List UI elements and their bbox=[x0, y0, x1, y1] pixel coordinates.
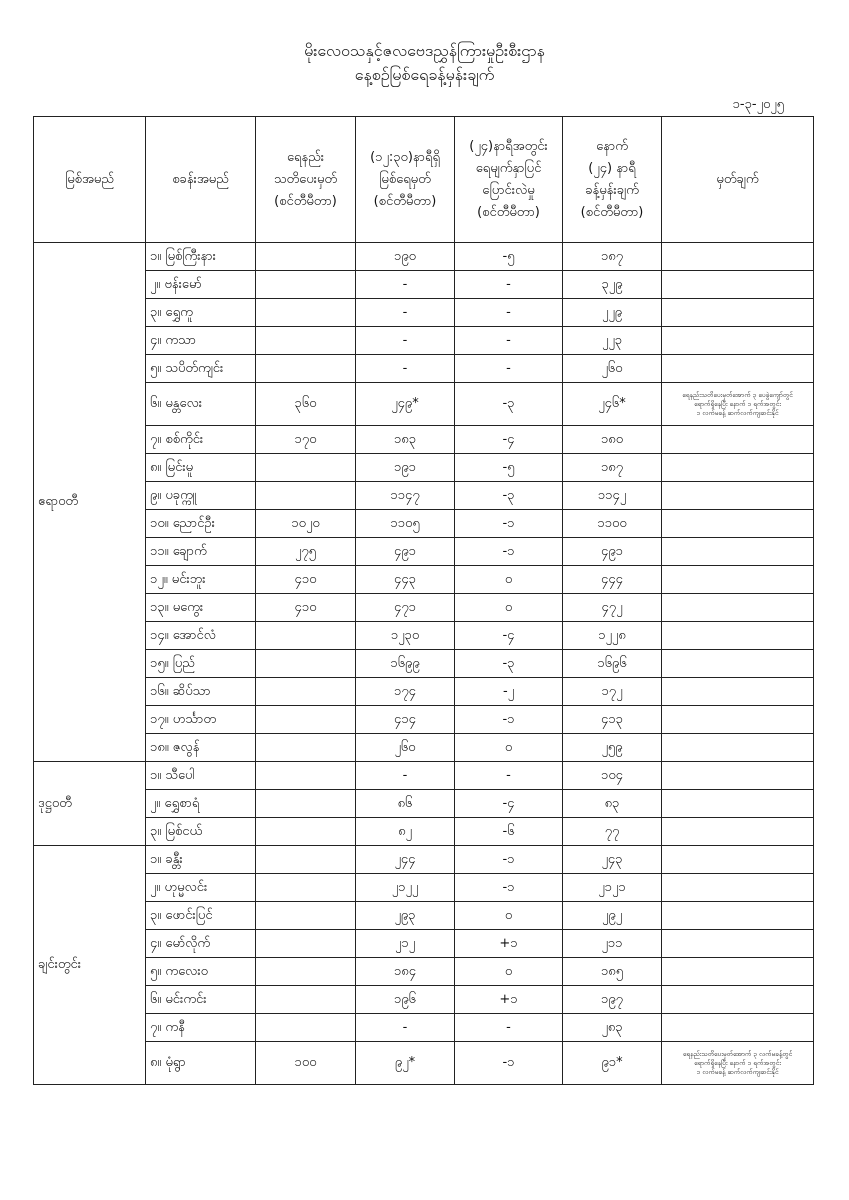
forecast-cell: ၇၇ bbox=[563, 818, 662, 846]
station-name-cell: ၆။ မင်းကင်း bbox=[146, 986, 256, 1014]
water-level-cell: - bbox=[356, 1014, 455, 1042]
column-header-low-warning-level bbox=[256, 117, 356, 243]
table-row bbox=[34, 1014, 814, 1042]
forecast-cell: ၃၂၉ bbox=[563, 271, 662, 299]
column-header-line: ရေနည်း bbox=[286, 149, 325, 165]
remark-cell bbox=[662, 327, 814, 355]
low-warning-cell: ၁၀၂၀ bbox=[256, 510, 356, 538]
column-header-level-change bbox=[455, 117, 563, 243]
low-warning-cell: ၂၇၅ bbox=[256, 538, 356, 566]
remark-cell bbox=[662, 734, 814, 762]
low-warning-cell: ၄၁၀ bbox=[256, 566, 356, 594]
water-level-cell: - bbox=[356, 271, 455, 299]
remark-line: ၁ လက်မခန့် ဆက်လက်ကျဆင်းနိုင် bbox=[696, 408, 779, 417]
water-level-cell: ၂၄၉* bbox=[356, 383, 455, 426]
forecast-cell: ၄၉၁ bbox=[563, 538, 662, 566]
water-level-cell: ၁၇၄ bbox=[356, 678, 455, 706]
remark-cell bbox=[662, 355, 814, 383]
forecast-cell: ၄၄၄ bbox=[563, 566, 662, 594]
forecast-cell: ၁၀၄ bbox=[563, 762, 662, 790]
station-name-cell: ၁။ ခန္တီး bbox=[146, 846, 256, 874]
remark-cell bbox=[662, 706, 814, 734]
water-level-cell: ၂၁၂၂ bbox=[356, 874, 455, 902]
report-title: နေ့စဉ်မြစ်ရေခန့်မှန်းချက် bbox=[354, 65, 495, 84]
level-change-cell: ၀ bbox=[455, 902, 563, 930]
remark-cell bbox=[662, 594, 814, 622]
forecast-cell: ၂၄၃ bbox=[563, 846, 662, 874]
column-header-line: (စင်တီမီတာ) bbox=[580, 204, 644, 220]
low-warning-cell bbox=[256, 355, 356, 383]
station-name-cell: ၁၇။ ဟင်္သာတ bbox=[146, 706, 256, 734]
station-name-cell: ၁၁။ ချောက် bbox=[146, 538, 256, 566]
forecast-cell: ၁၈၅ bbox=[563, 958, 662, 986]
remark-cell bbox=[662, 426, 814, 454]
river-forecast-table bbox=[33, 116, 814, 1085]
column-header-line: (၂၄) နာရီ bbox=[588, 160, 636, 176]
station-name-cell: ၇။ ကနီ bbox=[146, 1014, 256, 1042]
level-change-cell: - bbox=[455, 327, 563, 355]
column-header-line: (စင်တီမီတာ) bbox=[477, 204, 540, 220]
low-warning-cell bbox=[256, 790, 356, 818]
table-row bbox=[34, 454, 814, 482]
low-warning-cell bbox=[256, 271, 356, 299]
low-warning-cell bbox=[256, 762, 356, 790]
level-change-cell: ၀ bbox=[455, 594, 563, 622]
level-change-cell: -၃ bbox=[455, 650, 563, 678]
column-header-line: နောက် bbox=[596, 138, 628, 154]
remark-cell bbox=[662, 762, 814, 790]
station-name-cell: ၉။ ပခုက္ကူ bbox=[146, 482, 256, 510]
low-warning-cell bbox=[256, 678, 356, 706]
low-warning-cell bbox=[256, 299, 356, 327]
level-change-cell: -၁ bbox=[455, 510, 563, 538]
remark-cell bbox=[662, 930, 814, 958]
station-name-cell: ၁၃။ မကွေး bbox=[146, 594, 256, 622]
water-level-cell: - bbox=[356, 299, 455, 327]
water-level-cell: ၁၈၄ bbox=[356, 958, 455, 986]
low-warning-cell: ၁၇၀ bbox=[256, 426, 356, 454]
water-level-cell: ၂၄၄ bbox=[356, 846, 455, 874]
low-warning-cell: ၃၆၀ bbox=[256, 383, 356, 426]
station-name-cell: ၂။ ရွှေစာရံ bbox=[146, 790, 256, 818]
table-row bbox=[34, 271, 814, 299]
low-warning-cell bbox=[256, 818, 356, 846]
forecast-cell: ၁၆၉၆ bbox=[563, 650, 662, 678]
column-header-line: ပြောင်းလဲမှု bbox=[482, 182, 535, 198]
water-level-cell: - bbox=[356, 355, 455, 383]
remark-line: ရောက်ရှိနေပြီး နောက် ၁ ရက်အတွင်း bbox=[694, 399, 781, 408]
level-change-cell: -၄ bbox=[455, 790, 563, 818]
remark-line: ၁ လက်မခန့် ဆက်လက်ကျဆင်းနိုင် bbox=[696, 1067, 779, 1076]
station-name-cell: ၁၀။ ညောင်ဦး bbox=[146, 510, 256, 538]
water-level-cell: - bbox=[356, 762, 455, 790]
level-change-cell: -၁ bbox=[455, 846, 563, 874]
table-header-row bbox=[34, 117, 814, 243]
station-name-cell: ၅။ သပိတ်ကျင်း bbox=[146, 355, 256, 383]
forecast-cell: ၈၃ bbox=[563, 790, 662, 818]
column-header-line: မှတ်ချက် bbox=[716, 171, 759, 187]
station-name-cell: ၃။ မြစ်ငယ် bbox=[146, 818, 256, 846]
table-row bbox=[34, 243, 814, 271]
station-name-cell: ၃။ ရွှေကူ bbox=[146, 299, 256, 327]
level-change-cell: ၀ bbox=[455, 566, 563, 594]
table-row bbox=[34, 762, 814, 790]
column-header-line: (၂၄)နာရီအတွင်း bbox=[469, 138, 548, 154]
river-name-cell: ဧရာဝတီ bbox=[34, 243, 146, 762]
column-header-line: ရေမျက်နှာပြင် bbox=[475, 160, 542, 176]
water-level-cell: ၉၂* bbox=[356, 1042, 455, 1085]
column-header-line: (၁၂:၃၀)နာရီရှိ bbox=[370, 149, 440, 165]
station-name-cell: ၁၅။ ပြည် bbox=[146, 650, 256, 678]
table-row bbox=[34, 355, 814, 383]
column-header-remarks bbox=[662, 117, 814, 243]
level-change-cell: - bbox=[455, 271, 563, 299]
table-body bbox=[34, 243, 814, 1085]
forecast-cell: ၂၅၉ bbox=[563, 734, 662, 762]
forecast-cell: ၁၉၇ bbox=[563, 986, 662, 1014]
remark-cell bbox=[662, 243, 814, 271]
forecast-cell: ၄၁၃ bbox=[563, 706, 662, 734]
column-header-forecast bbox=[563, 117, 662, 243]
table-row bbox=[34, 566, 814, 594]
water-level-cell: ၄၁၄ bbox=[356, 706, 455, 734]
forecast-cell: ၂၁၁ bbox=[563, 930, 662, 958]
table-row bbox=[34, 538, 814, 566]
table-row bbox=[34, 383, 814, 426]
remark-cell bbox=[662, 271, 814, 299]
level-change-cell: -၁ bbox=[455, 538, 563, 566]
column-header-line: မြစ်ရေမှတ် bbox=[379, 171, 431, 187]
remark-cell bbox=[662, 1042, 814, 1085]
level-change-cell: -၄ bbox=[455, 426, 563, 454]
water-level-cell: - bbox=[356, 327, 455, 355]
station-name-cell: ၂။ ဟုမ္မလင်း bbox=[146, 874, 256, 902]
remark-cell bbox=[662, 790, 814, 818]
water-level-cell: ၁၆၉၉ bbox=[356, 650, 455, 678]
table-row bbox=[34, 734, 814, 762]
low-warning-cell: ၁၀၀ bbox=[256, 1042, 356, 1085]
river-name-cell: ချင်းတွင်း bbox=[34, 846, 146, 1085]
water-level-cell: ၁၁၄၇ bbox=[356, 482, 455, 510]
remark-cell bbox=[662, 678, 814, 706]
forecast-cell: ၂၂၃ bbox=[563, 327, 662, 355]
level-change-cell: -၁ bbox=[455, 874, 563, 902]
station-name-cell: ၃။ ဖောင်းပြင် bbox=[146, 902, 256, 930]
low-warning-cell bbox=[256, 986, 356, 1014]
remark-cell bbox=[662, 482, 814, 510]
station-name-cell: ၁၂။ မင်းဘူး bbox=[146, 566, 256, 594]
table-row bbox=[34, 846, 814, 874]
level-change-cell: - bbox=[455, 299, 563, 327]
table-row bbox=[34, 902, 814, 930]
level-change-cell: - bbox=[455, 762, 563, 790]
table-row bbox=[34, 426, 814, 454]
column-header-line: ခန့်မှန်းချက် bbox=[585, 182, 639, 198]
forecast-cell: ၁၁၄၂ bbox=[563, 482, 662, 510]
water-level-cell: ၄၇၁ bbox=[356, 594, 455, 622]
level-change-cell: -၃ bbox=[455, 482, 563, 510]
station-name-cell: ၄။ မော်လိုက် bbox=[146, 930, 256, 958]
table-row bbox=[34, 818, 814, 846]
table-row bbox=[34, 482, 814, 510]
forecast-cell: ၉၁* bbox=[563, 1042, 662, 1085]
water-level-cell: ၁၉၆ bbox=[356, 986, 455, 1014]
remark-cell bbox=[662, 846, 814, 874]
level-change-cell: -၅ bbox=[455, 243, 563, 271]
remark-cell bbox=[662, 299, 814, 327]
forecast-cell: ၁၈၀ bbox=[563, 426, 662, 454]
column-header-line: (စင်တီမီတာ) bbox=[274, 193, 337, 209]
river-name-cell: ဒုဋ္ဌဝတီ bbox=[34, 762, 146, 846]
low-warning-cell bbox=[256, 930, 356, 958]
remark-cell bbox=[662, 454, 814, 482]
remark-cell bbox=[662, 1014, 814, 1042]
water-level-cell: ၁၂၃၀ bbox=[356, 622, 455, 650]
forecast-cell: ၄၇၂ bbox=[563, 594, 662, 622]
low-warning-cell bbox=[256, 650, 356, 678]
column-header-river-name bbox=[34, 117, 146, 243]
forecast-cell: ၂၈၃ bbox=[563, 1014, 662, 1042]
low-warning-cell bbox=[256, 622, 356, 650]
low-warning-cell bbox=[256, 902, 356, 930]
agency-title: မိုးလေဝသနှင့်ဇလဗေဒညွှန်ကြားမှုဦးစီးဌာန bbox=[304, 41, 545, 60]
forecast-cell: ၁၇၂ bbox=[563, 678, 662, 706]
remark-cell bbox=[662, 958, 814, 986]
water-level-cell: ၄၄၃ bbox=[356, 566, 455, 594]
table-row bbox=[34, 650, 814, 678]
remark-cell bbox=[662, 566, 814, 594]
water-level-cell: ၄၉၁ bbox=[356, 538, 455, 566]
forecast-cell: ၂၂၉ bbox=[563, 299, 662, 327]
forecast-cell: ၂၆၀ bbox=[563, 355, 662, 383]
table-row bbox=[34, 790, 814, 818]
forecast-cell: ၂၉၂ bbox=[563, 902, 662, 930]
remark-line: ရေနည်းသတိပေးမှတ်အောက် ၃ ပေခွဲကျော်တွင် bbox=[682, 390, 793, 399]
station-name-cell: ၆။ မန္တလေး bbox=[146, 383, 256, 426]
forecast-cell: ၂၁၂၁ bbox=[563, 874, 662, 902]
table-row bbox=[34, 1042, 814, 1085]
table-row bbox=[34, 986, 814, 1014]
water-level-cell: ၂၉၃ bbox=[356, 902, 455, 930]
table-row bbox=[34, 594, 814, 622]
remark-cell bbox=[662, 383, 814, 426]
low-warning-cell bbox=[256, 243, 356, 271]
water-level-cell: ၂၁၂ bbox=[356, 930, 455, 958]
level-change-cell: -၄ bbox=[455, 622, 563, 650]
table-row bbox=[34, 930, 814, 958]
column-header-line: သတိပေးမှတ် bbox=[273, 171, 338, 187]
level-change-cell: -၅ bbox=[455, 454, 563, 482]
table-row bbox=[34, 510, 814, 538]
station-name-cell: ၁၆။ ဆိပ်သာ bbox=[146, 678, 256, 706]
remark-cell bbox=[662, 538, 814, 566]
table-row bbox=[34, 678, 814, 706]
level-change-cell: +၁ bbox=[455, 930, 563, 958]
low-warning-cell bbox=[256, 706, 356, 734]
level-change-cell: - bbox=[455, 355, 563, 383]
forecast-cell: ၁၈၇ bbox=[563, 454, 662, 482]
station-name-cell: ၁။ မြစ်ကြီးနား bbox=[146, 243, 256, 271]
table-row bbox=[34, 327, 814, 355]
water-level-cell: ၁၈၃ bbox=[356, 426, 455, 454]
forecast-cell: ၁၁၀၀ bbox=[563, 510, 662, 538]
station-name-cell: ၁။ သီပေါ bbox=[146, 762, 256, 790]
low-warning-cell bbox=[256, 327, 356, 355]
remark-cell bbox=[662, 622, 814, 650]
station-name-cell: ၄။ ကသာ bbox=[146, 327, 256, 355]
remark-cell bbox=[662, 650, 814, 678]
level-change-cell: ၀ bbox=[455, 958, 563, 986]
water-level-cell: ၁၉၁ bbox=[356, 454, 455, 482]
water-level-cell: ၂၆၀ bbox=[356, 734, 455, 762]
station-name-cell: ၇။ စစ်ကိုင်း bbox=[146, 426, 256, 454]
station-name-cell: ၁၄။ အောင်လံ bbox=[146, 622, 256, 650]
forecast-cell: ၁၂၂၈ bbox=[563, 622, 662, 650]
column-header-station-name bbox=[146, 117, 256, 243]
column-header-line: မြစ်အမည် bbox=[65, 171, 114, 187]
station-name-cell: ၈။ မြင်းမူ bbox=[146, 454, 256, 482]
table-row bbox=[34, 958, 814, 986]
remark-cell bbox=[662, 510, 814, 538]
station-name-cell: ၅။ ကလေးဝ bbox=[146, 958, 256, 986]
low-warning-cell bbox=[256, 482, 356, 510]
table-row bbox=[34, 622, 814, 650]
level-change-cell: +၁ bbox=[455, 986, 563, 1014]
low-warning-cell bbox=[256, 454, 356, 482]
level-change-cell: -၂ bbox=[455, 678, 563, 706]
low-warning-cell: ၄၁၀ bbox=[256, 594, 356, 622]
water-level-cell: ၈၂ bbox=[356, 818, 455, 846]
table-row bbox=[34, 299, 814, 327]
level-change-cell: -၁ bbox=[455, 1042, 563, 1085]
water-level-cell: ၁၁၀၅ bbox=[356, 510, 455, 538]
column-header-line: စခန်းအမည် bbox=[172, 171, 229, 187]
low-warning-cell bbox=[256, 874, 356, 902]
station-name-cell: ၂။ ဗန်းမော် bbox=[146, 271, 256, 299]
level-change-cell: -၃ bbox=[455, 383, 563, 426]
water-level-cell: ၁၉၀ bbox=[356, 243, 455, 271]
report-date: ၁-၃-၂၀၂၅ bbox=[732, 97, 784, 112]
low-warning-cell bbox=[256, 846, 356, 874]
remark-line: ရေနည်းသတိပေးမှတ်အောက် ၃ လက်မခန့်တွင် bbox=[682, 1049, 793, 1058]
low-warning-cell bbox=[256, 1014, 356, 1042]
station-name-cell: ၈။ မုံရွာ bbox=[146, 1042, 256, 1085]
forecast-cell: ၂၄၆* bbox=[563, 383, 662, 426]
level-change-cell: -၁ bbox=[455, 706, 563, 734]
water-level-cell: ၈၆ bbox=[356, 790, 455, 818]
level-change-cell: ၀ bbox=[455, 734, 563, 762]
table-row bbox=[34, 706, 814, 734]
remark-line: ရောက်ရှိနေပြီး နောက် ၁ ရက်အတွင်း bbox=[694, 1058, 781, 1067]
level-change-cell: -၆ bbox=[455, 818, 563, 846]
remark-cell bbox=[662, 818, 814, 846]
level-change-cell: - bbox=[455, 1014, 563, 1042]
forecast-cell: ၁၈၇ bbox=[563, 243, 662, 271]
station-name-cell: ၁၈။ ဇလွန် bbox=[146, 734, 256, 762]
table-row bbox=[34, 874, 814, 902]
column-header-line: (စင်တီမီတာ) bbox=[373, 193, 437, 209]
remark-cell bbox=[662, 902, 814, 930]
column-header-water-level bbox=[356, 117, 455, 243]
remark-cell bbox=[662, 874, 814, 902]
low-warning-cell bbox=[256, 958, 356, 986]
low-warning-cell bbox=[256, 734, 356, 762]
remark-cell bbox=[662, 986, 814, 1014]
